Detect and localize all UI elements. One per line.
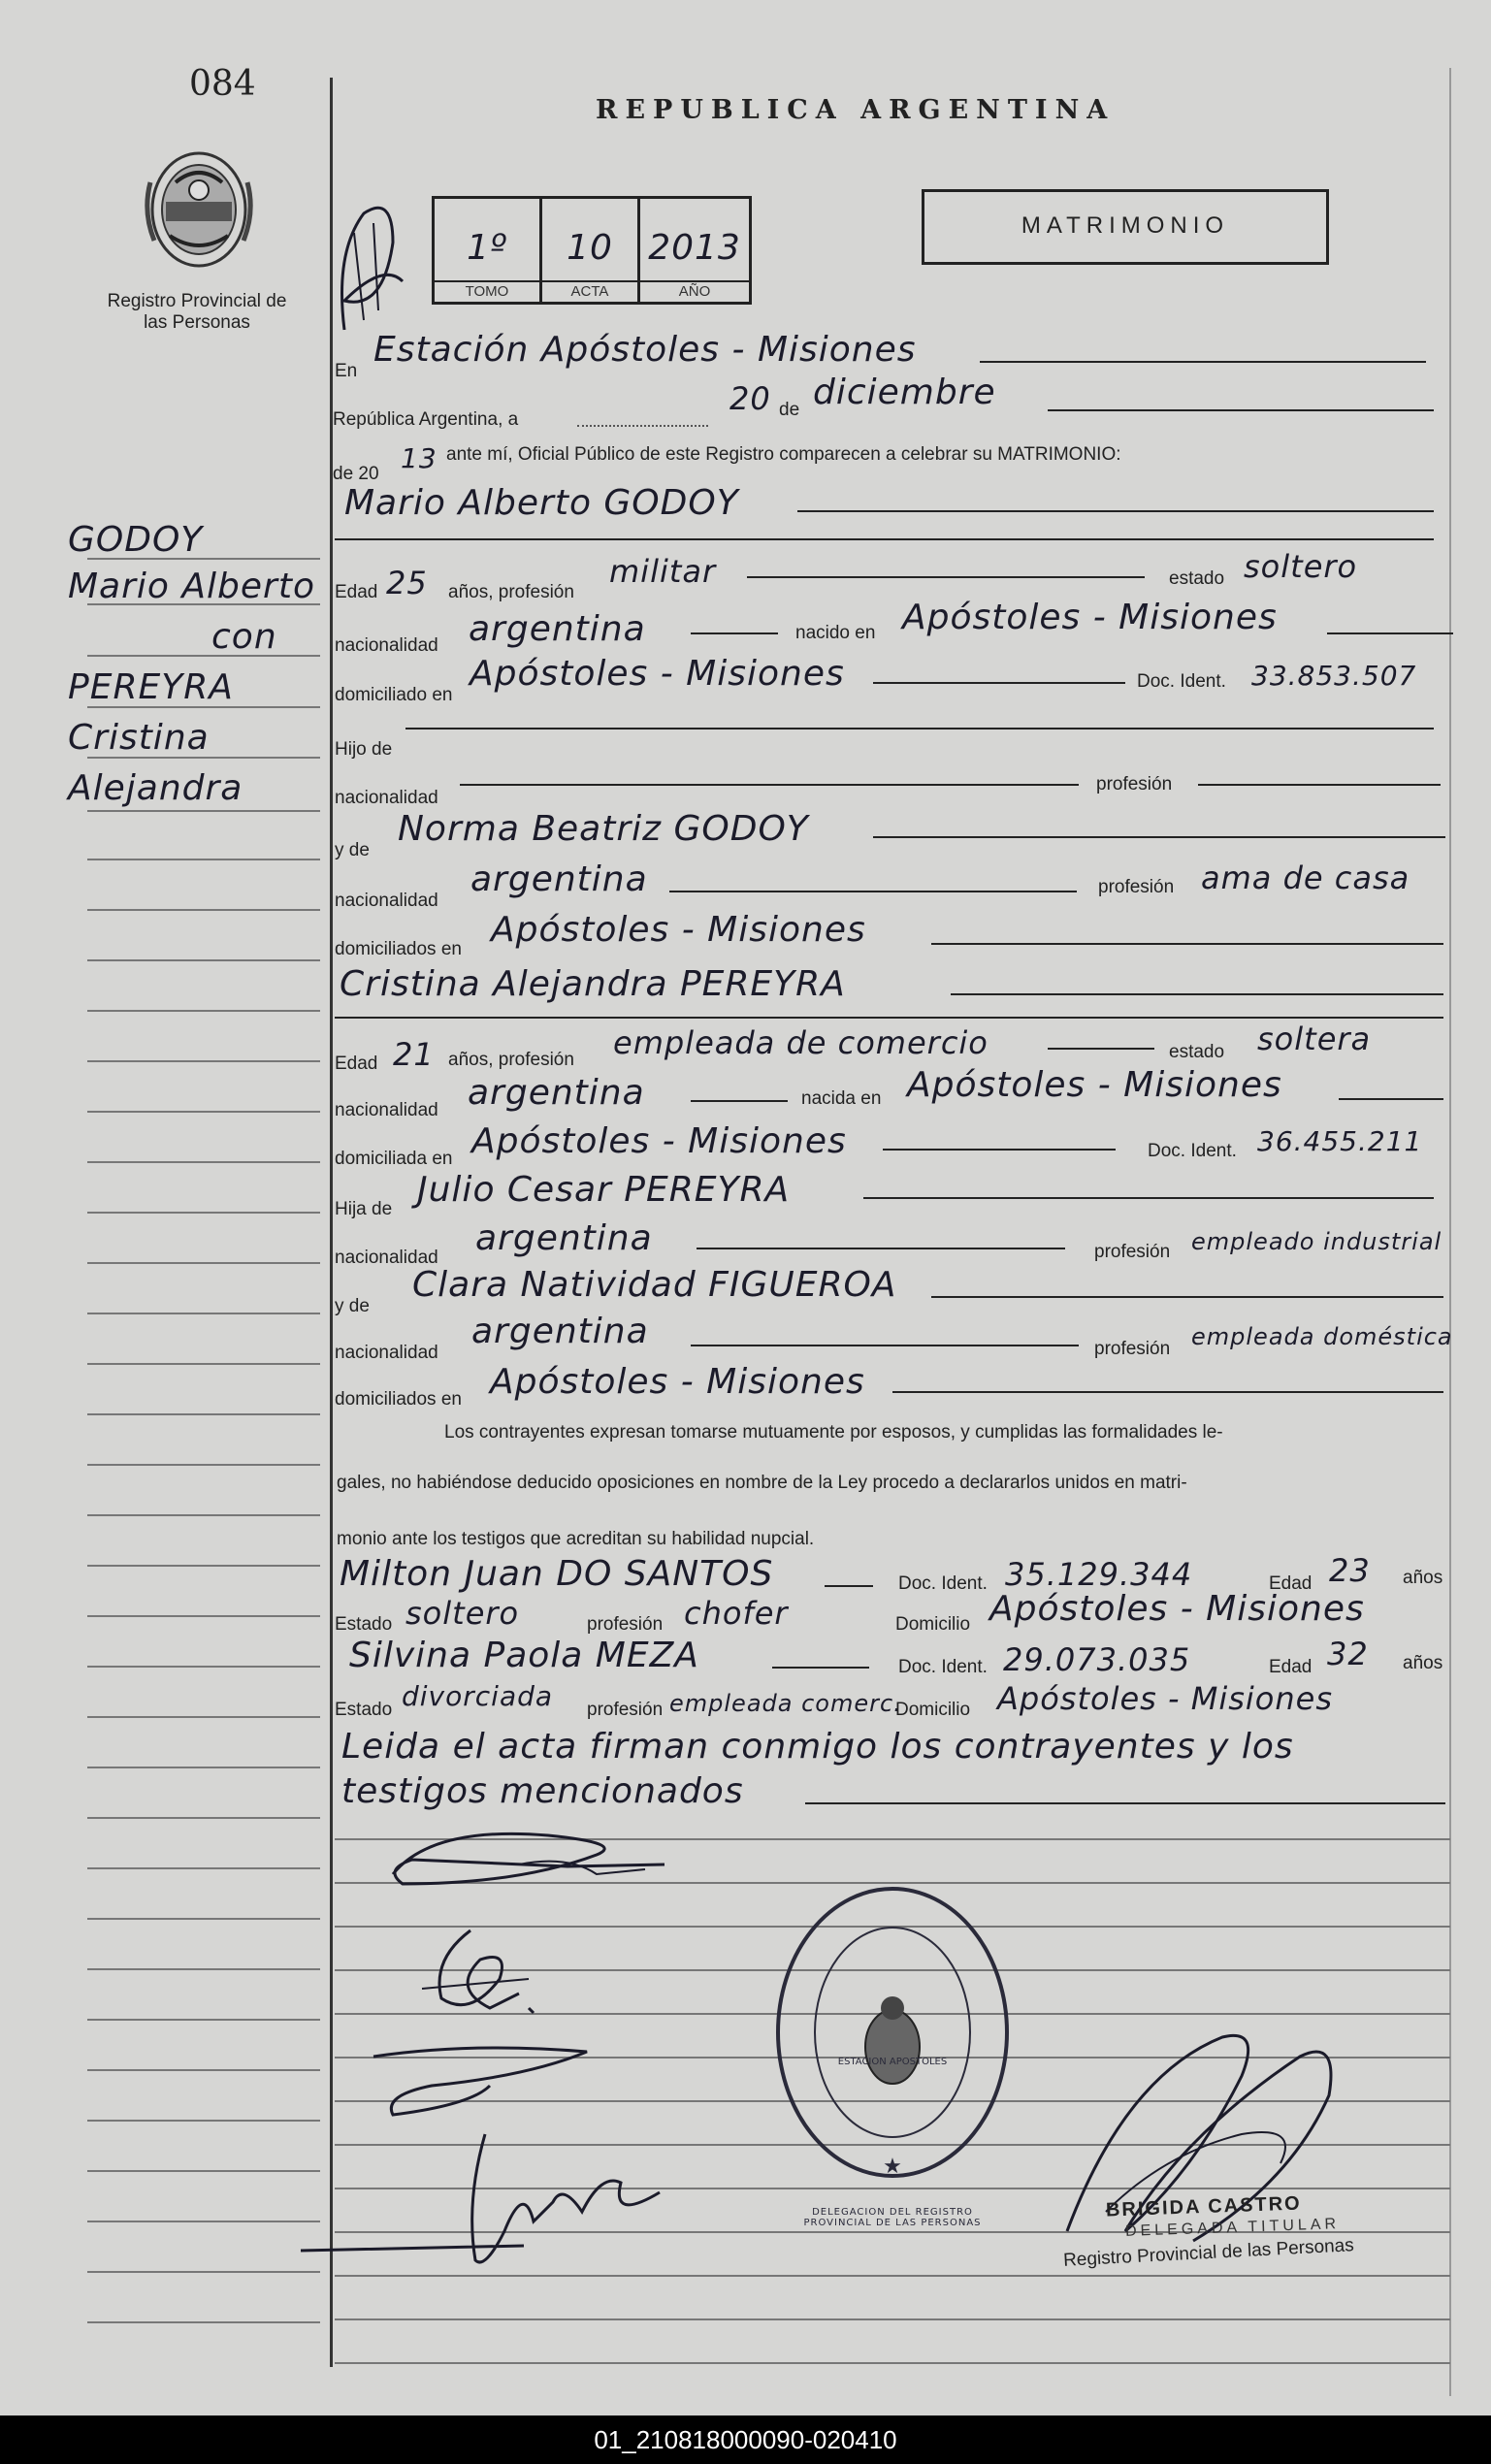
margin-name2a: Cristina [68, 718, 210, 758]
groom-madre: Norma Beatriz GODOY [398, 809, 809, 849]
registry-seal [766, 1877, 1019, 2188]
label-w2-anos: años [1403, 1653, 1443, 1673]
label-bride-padre-prof: profesión [1094, 1242, 1171, 1262]
label-groom-nacionalidad: nacionalidad [335, 635, 438, 656]
label-groom-doc: Doc. Ident. [1137, 671, 1226, 692]
label-bride-madre-nac: nacionalidad [335, 1343, 438, 1363]
label-w1-doc: Doc. Ident. [898, 1573, 988, 1594]
margin-surname2: PEREYRA [68, 667, 234, 707]
label-groom-madre-prof: profesión [1098, 877, 1175, 897]
groom-name: Mario Alberto GODOY [344, 483, 739, 523]
formal-text-2: gales, no habiéndose deducido oposiciones en nombre de la Ley procedo a declararlos unidos en matri- [337, 1473, 1187, 1493]
ano-label: AÑO [678, 283, 711, 300]
label-bride-madre-prof: profesión [1094, 1339, 1171, 1359]
closing-line-2: testigos mencionados [341, 1771, 744, 1811]
signature-bride [412, 1921, 567, 2037]
groom-madre-nac: argentina [470, 859, 648, 899]
tomo-value: 1º [467, 228, 507, 268]
groom-doc: 33.853.507 [1251, 660, 1417, 692]
margin-con: con [211, 617, 277, 657]
witness2-name: Silvina Paola MEZA [349, 1636, 699, 1675]
seal-sub: ESTACION APOSTOLES [837, 2057, 948, 2067]
bride-padre: Julio Cesar PEREYRA [417, 1170, 791, 1210]
margin-name2b: Alejandra [68, 768, 243, 808]
mes-value: diciembre [813, 373, 996, 412]
groom-padres-dom: Apóstoles - Misiones [491, 910, 866, 950]
label-groom-padre-prof: profesión [1096, 774, 1173, 794]
bride-padres-dom: Apóstoles - Misiones [490, 1362, 865, 1402]
signature-groom [373, 1816, 762, 1923]
label-hijo-de: Hijo de [335, 739, 393, 760]
bride-madre: Clara Natividad FIGUEROA [412, 1265, 897, 1305]
witness1-domicilio: Apóstoles - Misiones [989, 1589, 1365, 1629]
act-type-box [922, 189, 1329, 265]
seal-text: DELEGACION DEL REGISTRO PROVINCIAL DE LAS PERSONAS [803, 2207, 982, 2228]
groom-estado: soltero [1244, 548, 1358, 585]
acta-value: 10 [567, 228, 613, 268]
lugar-line [980, 361, 1426, 363]
country-title: REPUBLICA ARGENTINA [596, 95, 1116, 125]
label-de: de [779, 400, 800, 420]
label-republica: República Argentina, a [333, 409, 519, 430]
record-table [432, 196, 752, 305]
scan-id-footer: 01_210818000090-020410 [0, 2415, 1491, 2464]
label-groom-domicilio: domiciliado en [335, 685, 453, 705]
bride-domicilio: Apóstoles - Misiones [471, 1121, 847, 1161]
witness2-estado: divorciada [402, 1680, 554, 1712]
witness1-name: Milton Juan DO SANTOS [340, 1554, 774, 1594]
label-w1-profesion: profesión [587, 1614, 664, 1635]
margin-surname1: GODOY [68, 520, 204, 560]
label-year-prefix: de 20 [333, 464, 379, 484]
bride-madre-nac: argentina [471, 1312, 649, 1351]
groom-profesion: militar [609, 553, 717, 590]
margin-name1: Mario Alberto [68, 567, 315, 606]
right-margin-line [1449, 68, 1451, 2396]
label-groom-y-de: y de [335, 840, 370, 860]
svg-text:★: ★ [883, 2155, 902, 2179]
witness2-domicilio: Apóstoles - Misiones [997, 1680, 1333, 1717]
label-comparecen: ante mí, Oficial Público de este Registro comparecen a celebrar su MATRIMONIO: [446, 444, 1121, 465]
label-bride-edad: Edad [335, 1054, 378, 1074]
closing-line-1: Leida el acta firman conmigo los contrayentes y los [341, 1727, 1294, 1767]
label-bride-estado: estado [1169, 1042, 1225, 1062]
label-bride-profesion: años, profesión [448, 1050, 574, 1070]
label-groom-padre-nac: nacionalidad [335, 788, 438, 808]
label-groom-nacido: nacido en [795, 623, 876, 643]
label-bride-nacionalidad: nacionalidad [335, 1100, 438, 1120]
witness2-profesion: empleada comerc. [669, 1690, 902, 1717]
signature-witness1 [354, 2037, 606, 2134]
label-groom-profesion: años, profesión [448, 582, 574, 602]
signature-witness2 [291, 2124, 679, 2289]
witness1-profesion: chofer [684, 1595, 789, 1632]
bride-madre-prof: empleada doméstica [1191, 1323, 1453, 1350]
label-w2-edad: Edad [1269, 1657, 1313, 1677]
bride-doc: 36.455.211 [1257, 1125, 1423, 1157]
label-groom-edad: Edad [335, 582, 378, 602]
registry-name: Registro Provincial de las Personas [107, 291, 287, 333]
coat-of-arms-icon [141, 144, 257, 279]
label-w1-estado: Estado [335, 1614, 393, 1635]
groom-edad: 25 [386, 565, 428, 601]
bride-edad: 21 [393, 1036, 435, 1073]
witness2-edad: 32 [1327, 1636, 1369, 1672]
label-groom-estado: estado [1169, 568, 1225, 589]
label-w2-estado: Estado [335, 1700, 393, 1720]
label-en: En [335, 361, 358, 381]
year-suffix-value: 13 [401, 442, 438, 474]
bride-name: Cristina Alejandra PEREYRA [340, 964, 846, 1004]
label-bride-padres-dom: domiciliados en [335, 1389, 462, 1410]
label-w1-edad: Edad [1269, 1573, 1313, 1594]
formal-text-3: monio ante los testigos que acreditan su habilidad nupcial. [337, 1529, 815, 1549]
label-w1-anos: años [1403, 1568, 1443, 1588]
bride-nacionalidad: argentina [468, 1073, 645, 1113]
page-number: 084 [189, 64, 256, 104]
bride-padre-prof: empleado industrial [1191, 1228, 1442, 1255]
label-w2-domicilio: Domicilio [895, 1700, 971, 1720]
dia-value: 20 [729, 380, 771, 417]
label-w2-doc: Doc. Ident. [898, 1657, 988, 1677]
formal-text-1: Los contrayentes expresan tomarse mutuamente por esposos, y cumplidas las formalidades le- [444, 1422, 1223, 1443]
groom-nacido: Apóstoles - Misiones [902, 598, 1278, 637]
lugar-value: Estación Apóstoles - Misiones [373, 330, 917, 370]
label-bride-padre-nac: nacionalidad [335, 1248, 438, 1268]
bride-profesion: empleada de comercio [613, 1024, 989, 1061]
official-title: DELEGADA TITULAR [1124, 2216, 1341, 2240]
label-bride-y-de: y de [335, 1296, 370, 1316]
bride-padre-nac: argentina [475, 1218, 653, 1258]
ano-value: 2013 [648, 228, 741, 268]
label-bride-doc: Doc. Ident. [1148, 1141, 1237, 1161]
witness1-edad: 23 [1329, 1552, 1371, 1589]
label-w2-profesion: profesión [587, 1700, 664, 1720]
bride-estado: soltera [1257, 1021, 1372, 1057]
tomo-label: TOMO [465, 283, 509, 300]
acta-label: ACTA [570, 283, 609, 300]
official-org: Registro Provincial de las Personas [1062, 2235, 1355, 2271]
official-name: BRIGIDA CASTRO [1105, 2192, 1303, 2221]
bride-nacida: Apóstoles - Misiones [907, 1065, 1282, 1105]
initials-signature [325, 194, 412, 340]
witness1-estado: soltero [405, 1595, 520, 1632]
act-type-label: MATRIMONIO [1021, 212, 1230, 239]
groom-madre-prof: ama de casa [1201, 859, 1410, 896]
label-bride-domicilio: domiciliada en [335, 1149, 453, 1169]
label-hija-de: Hija de [335, 1199, 393, 1219]
groom-nacionalidad: argentina [469, 609, 646, 649]
label-groom-madre-nac: nacionalidad [335, 891, 438, 911]
label-w1-domicilio: Domicilio [895, 1614, 971, 1635]
witness2-doc: 29.073.035 [1003, 1641, 1191, 1678]
label-groom-padres-dom: domiciliados en [335, 939, 462, 959]
groom-domicilio: Apóstoles - Misiones [470, 654, 845, 694]
witness1-doc: 35.129.344 [1005, 1556, 1193, 1593]
label-bride-nacida: nacida en [801, 1088, 882, 1109]
